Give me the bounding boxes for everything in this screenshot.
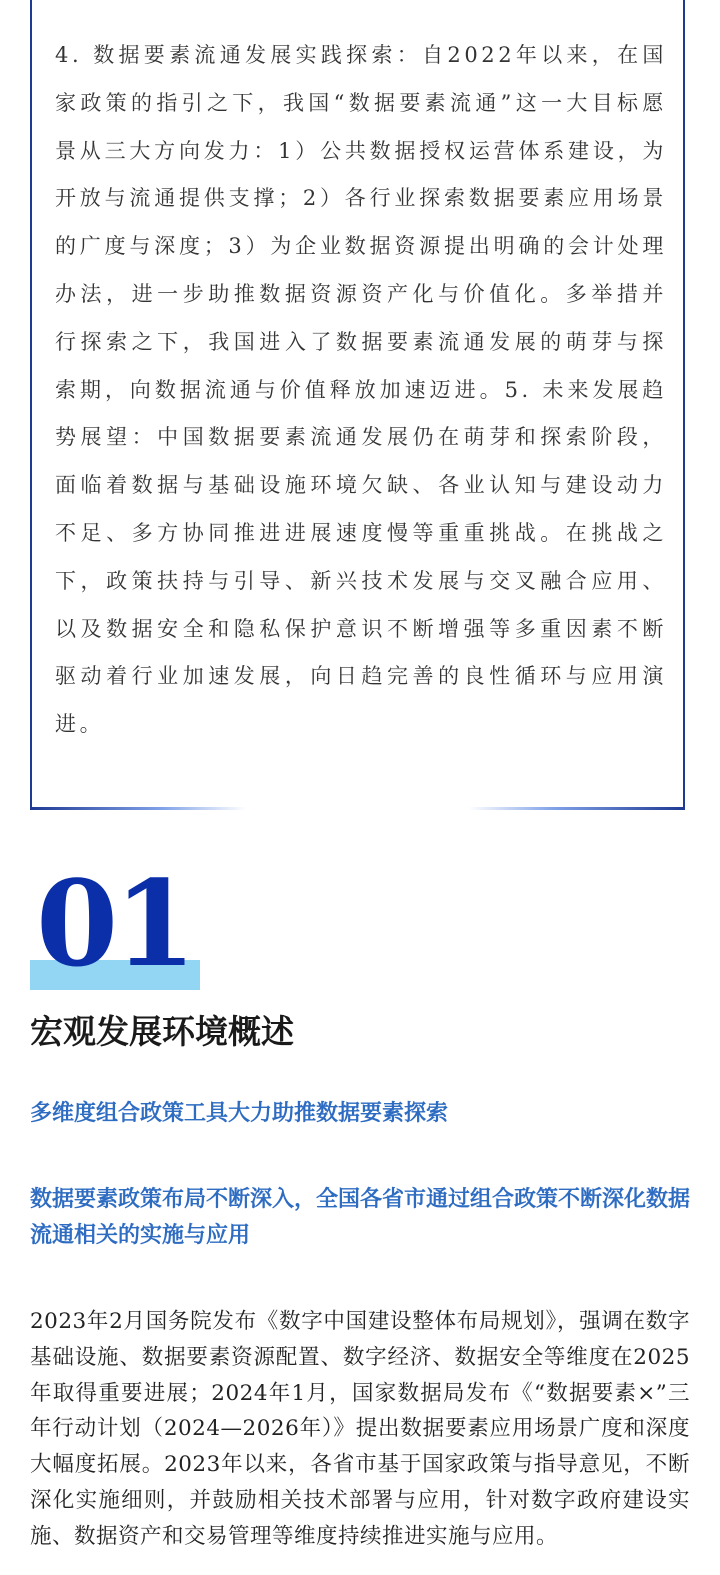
summary-box [30, 0, 685, 810]
summary-text: 4. 数据要素流通发展实践探索：自2022年以来，在国家政策的指引之下，我国“数据要素流通”这一大目标愿景从三大方向发力：1）公共数据授权运营体系建设，为开放与流通提供支撑；2）各行业探索数据要素应用场景的广度与深度；3）为企业数据资源提出明确的会计处理办法，进一步助推数据资源资产化与价值化。多举措并行探索之下，我国进入了数据要素流通发展的萌芽与探索期，向数据流通与价值释放加速迈进。5. 未来发展趋势展望：中国数据要素流通发展仍在萌芽和探索阶段，面临着数据与基础设施环境欠缺、各业认知与建设动力不足、多方协同推进进展速度慢等重重挑战。在挑战之下，政策扶持与引导、新兴技术发展与交叉融合应用、以及数据安全和隐私保护意识不断增强等多重因素不断驱动着行业加速发展，向日趋完善的良性循环与应用演进。 [55, 43, 667, 737]
subheading-policy-tools: 多维度组合政策工具大力助推数据要素探索 [30, 1101, 449, 1126]
section-title: 宏观发展环境概述 [30, 1012, 294, 1051]
subheading-policy-layout: 数据要素政策布局不断深入，全国各省市通过组合政策不断深化数据流通相关的实施与应用 [30, 1187, 691, 1248]
section-number: 01 [36, 854, 193, 993]
summary-box-bottom-border [30, 807, 685, 810]
section-number-badge [30, 854, 200, 993]
body-paragraph: 2023年2月国务院发布《数字中国建设整体布局规划》，强调在数字基础设施、数据要素资源配置、数字经济、数据安全等维度在2025年取得重要进展；2024年1月，国家数据局发布《“数据要素×”三年行动计划（2024—2026年）》提出数据要素应用场景广度和深度大幅度拓展。2023年以来，各省市基于国家政策与指导意见，不断深化实施细则，并鼓励相关技术部署与应用，针对数字政府建设实施、数据资产和交易管理等维度持续推进实施与应用。 [30, 1309, 690, 1549]
